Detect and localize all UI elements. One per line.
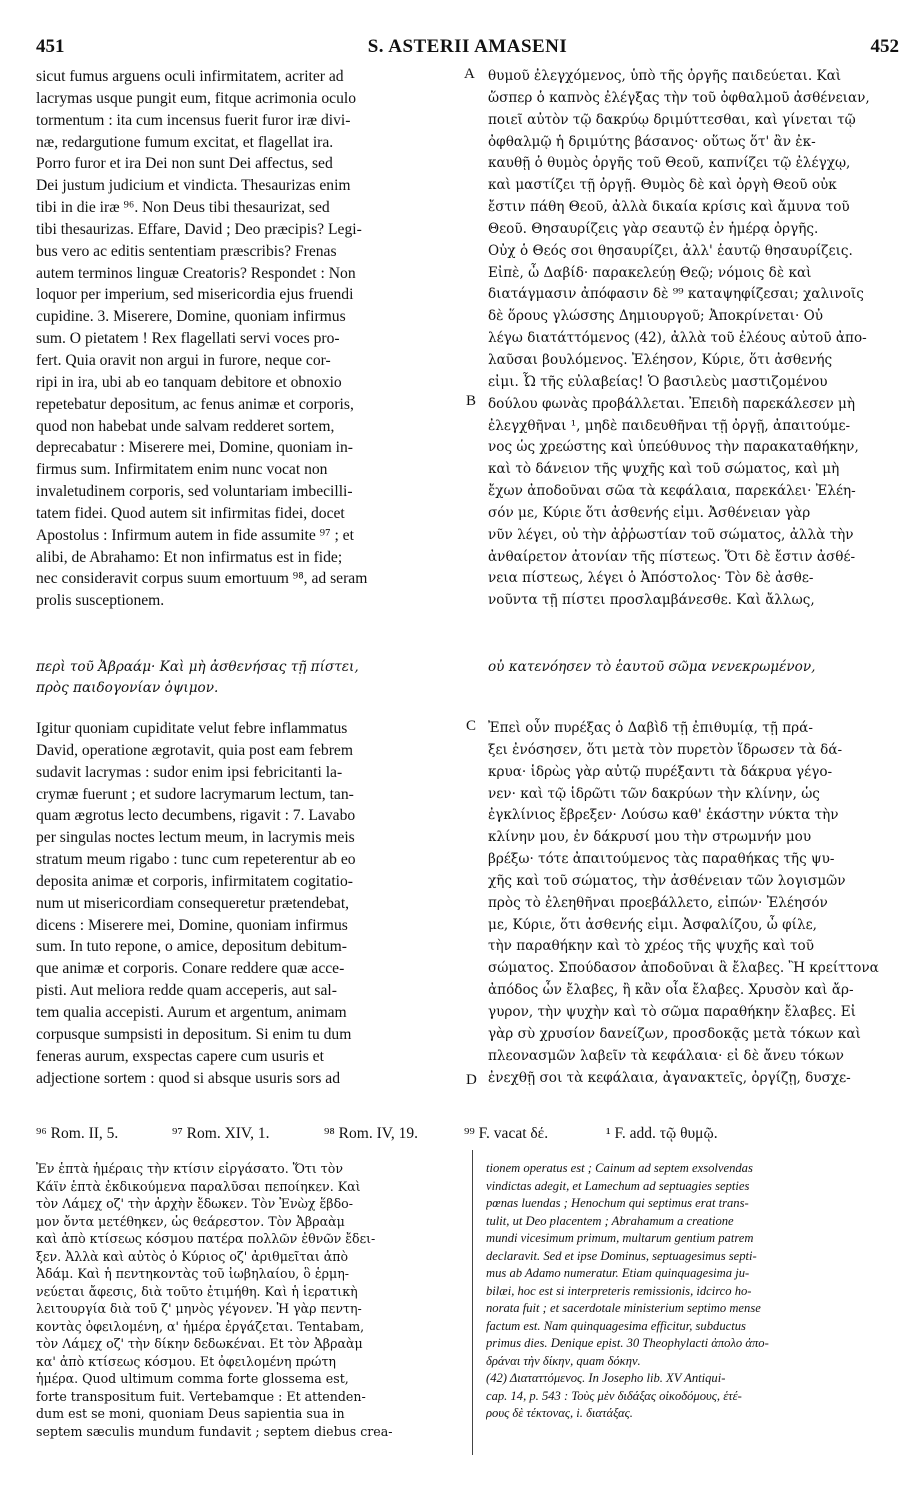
latin-text-line: que animæ et corporis. Conare reddere quæ acce- bbox=[36, 960, 345, 978]
note-text-line: λειτουργία διὰ τοῦ ζ' μηνὸς γέγονεν. Ἡ γὰρ πεντη- bbox=[36, 1301, 362, 1316]
latin-text-line: loquor per imperium, sed misericordia ejus fruendi bbox=[36, 286, 354, 304]
note-text-line: pœnas luendas ; Henochum qui septimus erat trans- bbox=[486, 1196, 749, 1210]
quote-right-line: οὐ κατενόησεν τὸ ἑαυτοῦ σῶμα νενεκρωμένον, bbox=[488, 659, 816, 675]
notes-right-column bbox=[486, 1160, 902, 1423]
greek-text-line: Εἰπὲ, ὦ Δαβίδ· παρακελεύῃ Θεῷ; νόμοις δὲ καὶ bbox=[488, 264, 812, 281]
latin-text-line: Igitur quoniam cupiditate velut febre inflammatus bbox=[36, 720, 348, 737]
note-text-line: cap. 14, p. 543 : Τοὺς μὲν διδάξας οἰκοδόμους, ἑτέ- bbox=[486, 1388, 742, 1403]
latin-text-line: repetebatur depositum, ac fenus animæ et corporis, bbox=[36, 395, 354, 413]
greek-text-line: κρυα· ἱδρὼς γὰρ αὐτῷ πυρέξαντι τὰ δάκρυα γέγο- bbox=[488, 763, 833, 780]
latin-text-line: sicut fumus arguens oculi infirmitatem, acriter ad bbox=[36, 68, 344, 85]
greek-text-line: καὶ τὸ δάνειον τῆς ψυχῆς καὶ τοῦ σώματος, καὶ μὴ bbox=[488, 461, 840, 478]
greek-text-line: ἐνεχθῇ σοι τὰ κεφάλαια, ἀγανακτεῖς, ὀργίζῃ, δυσχε- bbox=[488, 1069, 851, 1086]
greek-text-line: βρέξω· τότε ἀπαιτούμενος τὰς παραθήκας τῆς ψυ- bbox=[488, 851, 835, 868]
greek-text-line: νεν· καὶ τῷ ἱδρῶτι τῶν δακρύων τὴν κλίνην, ὡς bbox=[488, 785, 820, 802]
note-text-line: Ἐν ἑπτὰ ἡμέραις τὴν κτίσιν εἰργάσατο. Ὅτι τὸν bbox=[36, 1161, 344, 1176]
note-text-line: forte transpositum fuit. Vertebamque : Et attenden- bbox=[36, 1388, 366, 1404]
greek-text-line: ἀνθαίρετον ἀτονίαν τῆς πίστεως. Ὅτι δὲ ἔστιν ἀσθέ- bbox=[488, 548, 856, 565]
greek-text-line: με, Κύριε, ὅτι ἀσθενής εἰμι. Ἀσφαλίζου, ὦ φίλε, bbox=[488, 916, 817, 933]
latin-column-top bbox=[36, 66, 460, 612]
latin-text-line: Dei justum judicium et vindicta. Thesaurizas enim bbox=[36, 177, 351, 195]
note-text-line: ἡμέρα. Quod ultimum comma forte glossema est, bbox=[36, 1371, 349, 1386]
greek-text-line: ἔχων ἀποδοῦναι σῶα τὰ κεφάλαια, παρεκάλει· Ἐλέη- bbox=[488, 483, 856, 500]
note-text-line: septem sæculis mundum fundavit ; septem diebus crea- bbox=[36, 1423, 393, 1439]
latin-text-line: crymæ fuerunt ; et sudore lacrymarum lectum, tan- bbox=[36, 785, 354, 803]
greek-text-line: ὀφθαλμῷ ἡ δριμύτης βάσανος· οὕτως ὅτ' ἂν ἐκ- bbox=[488, 133, 816, 150]
margin-marker-c: C bbox=[466, 718, 477, 734]
latin-text-line: næ, redargutione fumum excitat, et flagellat ira. bbox=[36, 133, 334, 151]
greek-text-line: κλίνην μου, ἐν δάκρυσί μου τὴν στρωμνήν μου bbox=[488, 829, 812, 846]
notes-left-column bbox=[36, 1160, 460, 1440]
latin-text-line: tatem fidei. Quod autem sit infirmitas fidei, docet bbox=[36, 504, 345, 522]
latin-text-line: corpusque sumpsisti in depositum. Si enim tu dum bbox=[36, 1025, 352, 1043]
latin-text-line: alibi, de Abrahamo: Et non infirmatus est in fide; bbox=[36, 548, 343, 566]
note-text-line: Ἀδάμ. Καὶ ἡ πεντηκοντὰς τοῦ ἰωβηλαίου, ὃ ἑρμη- bbox=[36, 1266, 350, 1281]
note-text-line: τὸν Λάμεχ οζ' τὴν ἀρχὴν ἔδωκεν. Τὸν Ἐνὼχ ἕβδο- bbox=[36, 1196, 354, 1211]
quote-left-line1: περὶ τοῦ Ἀβραάμ· Καὶ μὴ ἀσθενήσας τῇ πίστει, bbox=[36, 659, 359, 675]
latin-text-line: per singulas noctes lectum meum, in lacrymis meis bbox=[36, 829, 355, 847]
latin-text-line: quod non habebat unde salvam redderet sortem, bbox=[36, 417, 335, 435]
latin-text-line: adjectione sortem : quod si absque usuris sors ad bbox=[36, 1069, 341, 1087]
latin-text-line: stratum meum rigabo : tunc cum repeterentur ab eo bbox=[36, 851, 356, 869]
note-text-line: declaravit. Sed et ipse Dominus, septuagesimus septi- bbox=[486, 1248, 757, 1263]
greek-column-top bbox=[488, 66, 902, 612]
greek-text-line: καυθῇ ὁ θυμὸς ὀργῆς τοῦ Θεοῦ, καπνίζει τῷ ἐλέγχῳ, bbox=[488, 155, 851, 172]
note-text-line: Κάϊν ἑπτὰ ἐκδικούμενα παραλῦσαι πεποίηκεν. Καὶ bbox=[36, 1178, 361, 1194]
latin-text-line: firmus sum. Infirmitatem enim nunc vocat non bbox=[36, 461, 328, 479]
latin-text-line: tibi thesaurizas. Effare, David ; Deo præcipis? Legi- bbox=[36, 220, 362, 238]
greek-text-line: λέγω διατάττόμενος (42), ἀλλὰ τοῦ ἐλέους αὐτοῦ ἀπο- bbox=[488, 330, 867, 347]
note-text-line: factum est. Nam quinquagesima efficitur, subductus bbox=[486, 1318, 746, 1333]
greek-text-line: ὥσπερ ὁ καπνὸς ἐλέγξας τὴν τοῦ ὀφθαλμοῦ ἀσθένειαν, bbox=[488, 89, 870, 106]
margin-marker-b: B bbox=[466, 393, 477, 409]
latin-text-line: Porro furor et ira Dei non sunt Dei affectus, sed bbox=[36, 155, 333, 173]
greek-text-line: ἀπόδος ὧν ἔλαβες, ἢ κἂν οἷα ἔλαβες. Χρυσὸν καὶ ἄρ- bbox=[488, 982, 854, 999]
greek-text-line: διατάγμασιν ἀπόφασιν δὲ ⁹⁹ καταψηφίζεσαι; χαλινοῖς bbox=[488, 286, 864, 303]
greek-text-line: θυμοῦ ἐλεγχόμενος, ὑπὸ τῆς ὀργῆς παιδεύεται. Καὶ bbox=[488, 68, 842, 84]
greek-text-line: Ἐπεὶ οὖν πυρέξας ὁ Δαβὶδ τῇ ἐπιθυμίᾳ, τῇ πρά- bbox=[488, 720, 813, 736]
greek-text-line: καὶ μαστίζει τῇ ὀργῇ. Θυμὸς δὲ καὶ ὀργὴ Θεοῦ οὐκ bbox=[488, 177, 837, 194]
greek-text-line: ἔστιν πάθη Θεοῦ, ἀλλὰ δικαία κρίσις καὶ ἄμυνα τοῦ bbox=[488, 199, 850, 216]
latin-text-line: tem qualia accepisti. Aurum et argentum, animam bbox=[36, 1003, 347, 1021]
greek-text-line: ξει ἐνόσησεν, ὅτι μετὰ τὸν πυρετὸν ἵδρωσεν τὰ δά- bbox=[488, 741, 843, 758]
latin-text-line: invaletudinem corporis, sed voluntariam imbecilli- bbox=[36, 483, 353, 501]
greek-text-line: χῆς καὶ τοῦ σώματος, τὴν ἀσθένειαν τῶν λογισμῶν bbox=[488, 872, 846, 889]
latin-text-line: ripi in ira, ubi ab eo tanquam debitore et obnoxio bbox=[36, 373, 342, 391]
note-text-line: δράναι τὴν δίκην, quam δόκην. bbox=[486, 1353, 641, 1368]
footnote-references bbox=[36, 1125, 906, 1147]
latin-text-line: sudavit lacrymas : sudor enim ipsi febricitanti la- bbox=[36, 763, 343, 781]
greek-text-line: Θεοῦ. Θησαυρίζεις γὰρ σεαυτῷ ἐν ἡμέρᾳ ὀργῆς. bbox=[488, 220, 819, 237]
note-text-line: bilæi, hoc est si interpreteris remissionis, idcirco ho- bbox=[486, 1283, 752, 1298]
column-divider bbox=[472, 1150, 473, 1455]
footnote-98: ⁹⁸ Rom. IV, 19. bbox=[324, 1125, 419, 1142]
greek-text-line: ἐγκλίνιος ἔβρεξεν· Λούσω καθ' ἑκάστην νύκτα τὴν bbox=[488, 807, 839, 824]
greek-text-line: τὴν παραθήκην καὶ τὸ χρέος τῆς ψυχῆς καὶ τοῦ bbox=[488, 938, 814, 955]
greek-text-line: νῦν λέγει, οὐ τὴν ἀῤῥωστίαν τοῦ σώματος, ἀλλὰ τὴν bbox=[488, 526, 854, 543]
note-text-line: tulit, ut Deo placentem ; Abrahamum a creatione bbox=[486, 1213, 734, 1228]
note-text-line: ξεν. Ἀλλὰ καὶ αὐτὸς ὁ Κύριος οζ' ἀριθμεῖται ἀπὸ bbox=[36, 1248, 349, 1264]
note-text-line: tionem operatus est ; Cainum ad septem exsolvendas bbox=[486, 1161, 753, 1175]
greek-text-line: γὰρ σὺ χρυσίον δανείζων, προσδοκᾷς μετὰ τόκων καὶ bbox=[488, 1025, 861, 1042]
latin-text-line: prolis susceptionem. bbox=[36, 592, 165, 610]
running-header bbox=[36, 36, 899, 62]
greek-text-line: γυρον, τὴν ψυχὴν καὶ τὸ σῶμα παραθήκην ἔλαβες. Εἰ bbox=[488, 1003, 857, 1020]
greek-text-line: δὲ ὅρους γλώσσης Δημιουργοῦ; Ἀποκρίνεται· Οὐ bbox=[488, 308, 823, 325]
note-text-line: κα' ἀπὸ κτίσεως κόσμου. Et ὀφειλομένη πρώτη bbox=[36, 1353, 336, 1369]
note-text-line: (42) Διαταττόμενος. In Josepho lib. XV Antiqui- bbox=[486, 1371, 726, 1385]
latin-text-line: David, operatione ægrotavit, quia post eam febrem bbox=[36, 741, 353, 759]
footnote-99: ⁹⁹ F. vacat δέ. bbox=[464, 1125, 549, 1142]
latin-text-line: Apostolus : Infirmum autem in fide assumite ⁹⁷ ; et bbox=[36, 526, 354, 544]
latin-text-line: autem terminos linguæ Creatoris? Respondet : Non bbox=[36, 264, 356, 282]
latin-text-line: quam ægrotus lecto decumbens, rigavit : 7. Lavabo bbox=[36, 807, 356, 825]
greek-text-line: σώματος. Σπούδασον ἀποδοῦναι ἃ ἔλαβες. Ἢ κρείττονα bbox=[488, 960, 879, 977]
latin-text-line: cupidine. 3. Miserere, Domine, quoniam infirmus bbox=[36, 308, 346, 326]
latin-text-line: bus vero ac editis sententiam præscribis? Frenas bbox=[36, 242, 337, 260]
greek-text-line: δούλου φωνὰς προβάλλεται. Ἐπειδὴ παρεκάλεσεν μὴ bbox=[488, 395, 856, 412]
note-text-line: primus dies. Denique epist. 30 Theophylacti ἀπολο ἀπο- bbox=[486, 1336, 769, 1350]
page-number-right: 452 bbox=[870, 36, 899, 57]
note-text-line: ρους δὲ τέκτονας, i. διατάξας. bbox=[486, 1406, 633, 1420]
latin-text-line: sum. O pietatem ! Rex flagellati servi voces pro- bbox=[36, 330, 340, 348]
note-text-line: dum est se moni, quoniam Deus sapientia sua in bbox=[36, 1406, 345, 1421]
note-text-line: καὶ ἀπὸ κτίσεως κόσμου πατέρα πολλῶν ἐθνῶν ἔδει- bbox=[36, 1231, 376, 1246]
greek-column-bottom bbox=[488, 718, 902, 1089]
greek-text-line: σόν με, Κύριε ὅτι ἀσθενής εἰμι. Ἀσθένειαν γὰρ bbox=[488, 504, 811, 521]
greek-text-line: ἐλεγχθῆναι ¹, μηδὲ παιδευθῆναι τῇ ὀργῇ, ἀπαιτούμε- bbox=[488, 417, 851, 434]
footnote-97: ⁹⁷ Rom. XIV, 1. bbox=[172, 1125, 270, 1142]
greek-text-line: εἰμι. Ὦ τῆς εὐλαβείας! Ὁ βασιλεὺς μαστιζομένου bbox=[488, 373, 828, 390]
latin-text-line: tibi in die iræ ⁹⁶. Non Deus tibi thesaurizat, sed bbox=[36, 199, 330, 217]
note-text-line: mus ab Adamo numeratur. Etiam quinquagesima ju- bbox=[486, 1266, 750, 1280]
footnote-1: ¹ F. add. τῷ θυμῷ. bbox=[606, 1125, 718, 1142]
page-number-left: 451 bbox=[36, 36, 65, 57]
page-title: S. ASTERII AMASENI bbox=[367, 36, 568, 57]
latin-text-line: deposita animæ et corporis, infirmitatem cogitatio- bbox=[36, 872, 353, 890]
margin-marker-a: A bbox=[464, 66, 475, 82]
latin-text-line: dicens : Miserere mei, Domine, quoniam infirmus bbox=[36, 916, 348, 934]
latin-text-line: lacrymas usque pungit eum, fitque acrimonia oculo bbox=[36, 89, 357, 107]
quote-left-line2: πρὸς παιδογονίαν ὀψιμον. bbox=[36, 680, 219, 696]
note-text-line: vindictas adegit, et Lamechum ad septuagies septies bbox=[486, 1178, 750, 1193]
latin-text-line: sum. In tuto repone, o amice, depositum debitum- bbox=[36, 938, 347, 956]
note-text-line: norata fuit ; et sacerdotale ministerium septimo mense bbox=[486, 1301, 761, 1315]
note-text-line: μον ὄντα μετέθηκεν, ὡς θεάρεστον. Τὸν Ἀβραὰμ bbox=[36, 1213, 345, 1229]
note-text-line: νεύεται ἄφεσις, διὰ τοῦτο ἐτιμήθη. Καὶ ἡ ἱερατικὴ bbox=[36, 1283, 358, 1299]
greek-text-line: πρὸς τὸ ἐλεηθῆναι προεβάλλετο, εἰπών· Ἐλέησόν bbox=[488, 894, 828, 911]
latin-text-line: fert. Quia oravit non argui in furore, neque cor- bbox=[36, 351, 331, 369]
greek-text-line: νος ὡς χρεώστης καὶ ὑπεύθυνος τὴν παρακαταθήκην, bbox=[488, 439, 859, 456]
greek-text-line: νεια πίστεως, λέγει ὁ Ἀπόστολος· Τὸν δὲ ἀσθε- bbox=[488, 570, 814, 587]
latin-text-line: nec consideravit corpus suum emortuum ⁹⁸, ad seram bbox=[36, 570, 368, 588]
latin-text-line: tormentum : ita cum incensus fuerit furor iræ divi- bbox=[36, 111, 351, 129]
greek-text-line: πλεονασμῶν λαβεῖν τὰ κεφάλαια· εἰ δὲ ἄνευ τόκων bbox=[488, 1047, 844, 1064]
greek-text-line: ποιεῖ αὐτὸν τῷ δακρύῳ δριμύττεσθαι, καὶ γίνεται τῷ bbox=[488, 111, 856, 128]
latin-text-line: feneras aurum, exspectas capere cum usuris et bbox=[36, 1047, 324, 1065]
latin-text-line: deprecabatur : Miserere mei, Domine, quoniam in- bbox=[36, 439, 353, 457]
latin-column-bottom bbox=[36, 718, 460, 1089]
greek-text-line: νοῦντα τῇ πίστει προσλαμβάνεσθε. Καὶ ἄλλως, bbox=[488, 592, 815, 609]
note-text-line: mundi vicesimum primum, multarum gentium patrem bbox=[486, 1231, 754, 1245]
latin-text-line: num ut misericordiam consequeretur prætendebat, bbox=[36, 894, 350, 912]
latin-text-line: pisti. Aut meliora redde quam acceperis, aut sal- bbox=[36, 982, 337, 1000]
note-text-line: κοντὰς ὀφειλομένη, α' ἡμέρα ἐργάζεται. Tentabam, bbox=[36, 1318, 365, 1334]
margin-marker-d: D bbox=[466, 1072, 477, 1088]
footnote-96: ⁹⁶ Rom. II, 5. bbox=[36, 1125, 119, 1142]
greek-text-line: λαῦσαι βουλόμενος. Ἐλέησον, Κύριε, ὅτι ἀσθενής bbox=[488, 351, 833, 368]
note-text-line: τὸν Λάμεχ οζ' τὴν δίκην δεδωκέναι. Et τὸν Ἀβραὰμ bbox=[36, 1336, 363, 1351]
greek-text-line: Οὐχ ὁ Θεός σοι θησαυρίζει, ἀλλ' ἑαυτῷ θησαυρίζεις. bbox=[488, 242, 853, 259]
